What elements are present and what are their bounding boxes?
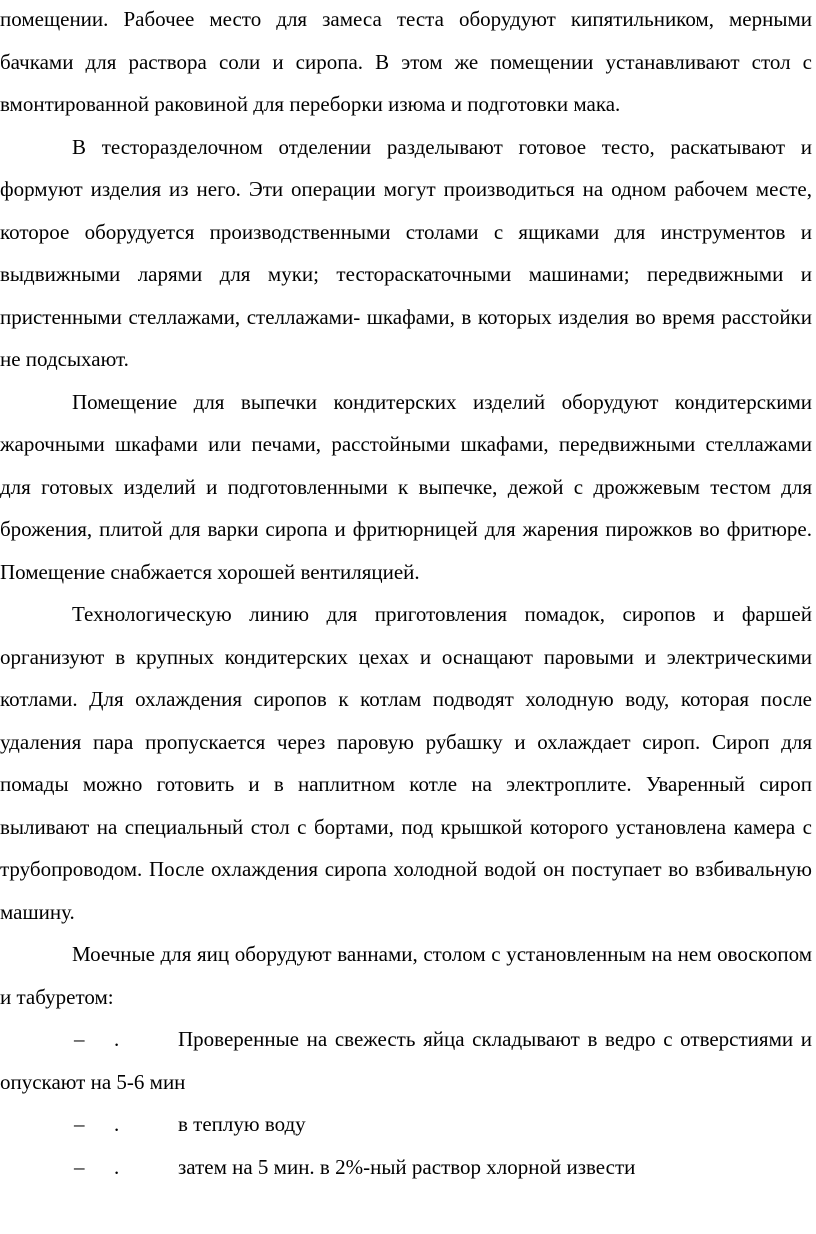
list-item	[0, 1146, 812, 1189]
list-item-text: в теплую воду	[178, 1112, 306, 1136]
paragraph-egg-washing: Моечные для яиц оборудуют ваннами, столом с установленным на нем овоскопом и табуретом:	[0, 942, 812, 1009]
list-dot: .	[114, 1112, 120, 1136]
list-item	[0, 1103, 812, 1146]
list-dash: –	[74, 1027, 85, 1051]
paragraph-dough-cutting: В тесторазделочном отделении разделывают готовое тесто, раскатывают и формуют изделия из него. Эти операции могут производиться на одном рабочем месте, которое оборудуется производственными столами с ящиками для инструментов и выдвижными ларями для муки; тестораскаточными машинами; передвижными и пристенными стеллажами, стеллажами- шкафами, в которых изделия во время расстойки не подсыхают.	[0, 134, 812, 371]
list-dash: –	[74, 1154, 85, 1179]
paragraph-baking-room: Помещение для выпечки кондитерских изделий оборудуют кондитерскими жарочными шкафами или печами, расстойными шкафами, передвижными стеллажами для готовых изделий и подготовленными к выпечке, дежой с дрожжевым тестом для брожения, плитой для варки сиропа и фритюрницей для жарения пирожков во фритюре. Помещение снабжается хорошей вентиляцией.	[0, 389, 812, 584]
paragraph-continuation: помещении. Рабочее место для замеса теста оборудуют кипятильником, мерными бачками для раствора соли и сиропа. В этом же помещении устанавливают стол с вмонтированной раковиной для переборки изюма и подготовки мака.	[0, 7, 812, 116]
list-dot: .	[114, 1154, 120, 1179]
list-dash: –	[74, 1112, 85, 1136]
list-item	[0, 1018, 812, 1103]
list-dot: .	[114, 1027, 120, 1051]
paragraph-fondant-line: Технологическую линию для приготовления помадок, сиропов и фаршей организуют в крупных кондитерских цехах и оснащают паровыми и электрическими котлами. Для охлаждения сиропов к котлам подводят холодную воду, которая после удаления пара пропускается через паровую рубашку и охлаждает сироп. Сироп для помады можно готовить и в наплитном котле на электроплите. Уваренный сироп выливают на специальный стол с бортами, под крышкой которого установлена камера с трубопроводом. После охлаждения сиропа холодной водой он поступает во взбивальную машину.	[0, 602, 812, 924]
list-item-text: Проверенные на свежесть яйца складывают в ведро с отверстиями и опускают на 5-6 мин	[0, 1027, 812, 1094]
list-item-text: затем на 5 мин. в 2%-ный раствор хлорной извести	[178, 1154, 636, 1179]
